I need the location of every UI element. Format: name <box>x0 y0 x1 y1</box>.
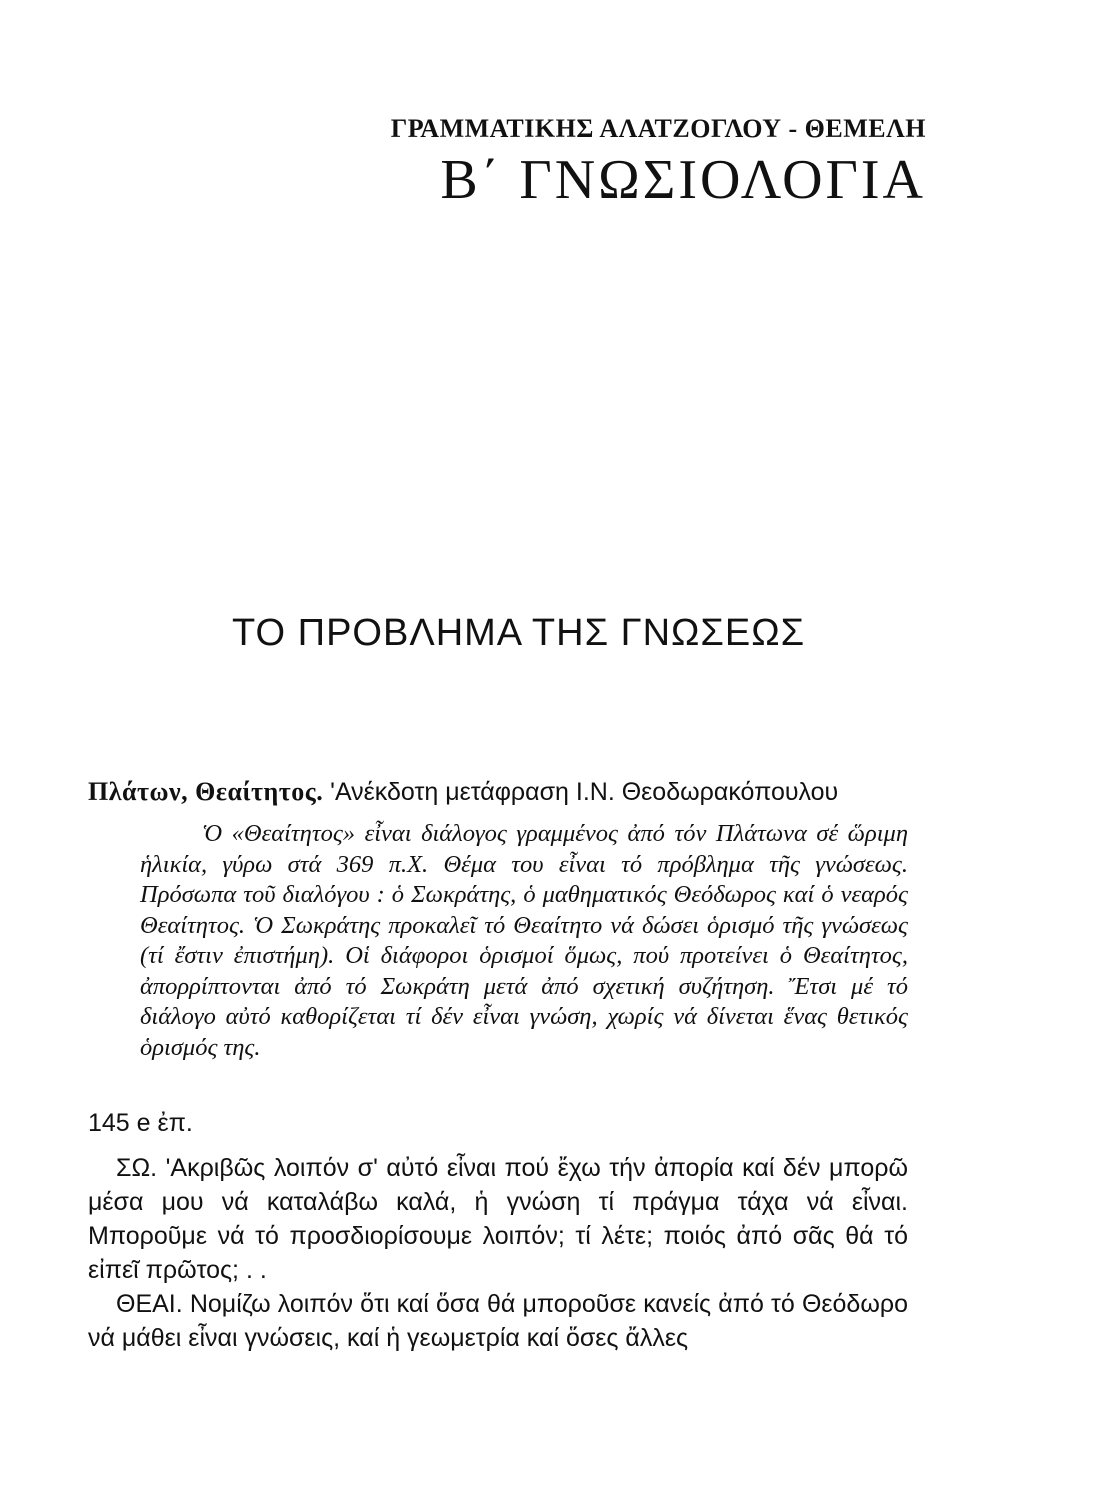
intro-paragraph: Ὁ «Θεαίτητος» εἶναι διάλογος γραμμένος ἀπό τόν Πλάτωνα σέ ὥριμη ἡλικία, γύρω στά 369 π.Χ. Θέμα του εἶναι τό πρόβλημα τῆς γνώσεως. Πρόσωπα τοῦ διαλόγου : ὁ Σωκράτης, ὁ μαθηματικός Θεόδωρος καί ὁ νεαρός Θεαίτητος. Ὁ Σωκράτης προκαλεῖ τό Θεαίτητο νά δώσει ὁρισμό τῆς γνώσεως (τί ἔστιν ἐπιστήμη). Οἱ διάφοροι ὁρισμοί ὅμως, πού προτείνει ὁ Θεαίτητος, ἀπορρίπτονται ἀπό τό Σωκράτη μετά ἀπό σχετική συζήτηση. Ἔτσι μέ τό διάλογο αὐτό καθορίζεται τί δέν εἶναι γνώση, χωρίς νά δίνεται ἕνας θετικός ὁρισμός της. <box>140 820 908 1061</box>
article-title: ΤΟ ΠΡΟΒΛΗΜΑ ΤΗΣ ΓΝΩΣΕΩΣ <box>232 612 806 654</box>
stephanus-reference: 145 e ἐπ. <box>88 1109 193 1137</box>
source-author: Πλάτων, Θεαίτητος. <box>88 777 324 806</box>
authors-heading: ΓΡΑΜΜΑΤΙΚΗΣ ΑΛΑΤΖΟΓΛΟΥ - ΘΕΜΕΛΗ <box>390 114 926 143</box>
source-translation: 'Ανέκδοτη μετάφραση Ι.Ν. Θεοδωρακόπουλου <box>323 778 839 806</box>
source-line <box>88 777 838 807</box>
section-title: Β΄ ΓΝΩΣΙΟΛΟΓΙΑ <box>440 149 926 211</box>
dialogue-paragraph-socrates: ΣΩ. 'Ακριβῶς λοιπόν σ' αὐτό εἶναι πού ἔχω τήν ἀπορία καί δέν μπορῶ μέσα μου νά καταλάβω καλά, ἡ γνώση τί πράγμα τάχα νά εἶναι. Μποροῦμε νά τό προσδιορίσουμε λοιπόν; τί λέτε; ποιός ἀπό σᾶς θά τό εἰπεῖ πρῶτος; . . <box>88 1154 908 1284</box>
dialogue-paragraph-theaetetus: ΘΕΑΙ. Νομίζω λοιπόν ὅτι καί ὅσα θά μποροῦσε κανείς ἀπό τό Θεόδωρο νά μάθει εἶναι γνώσεις, καί ἡ γεωμετρία καί ὅσες ἄλλες <box>88 1290 908 1352</box>
